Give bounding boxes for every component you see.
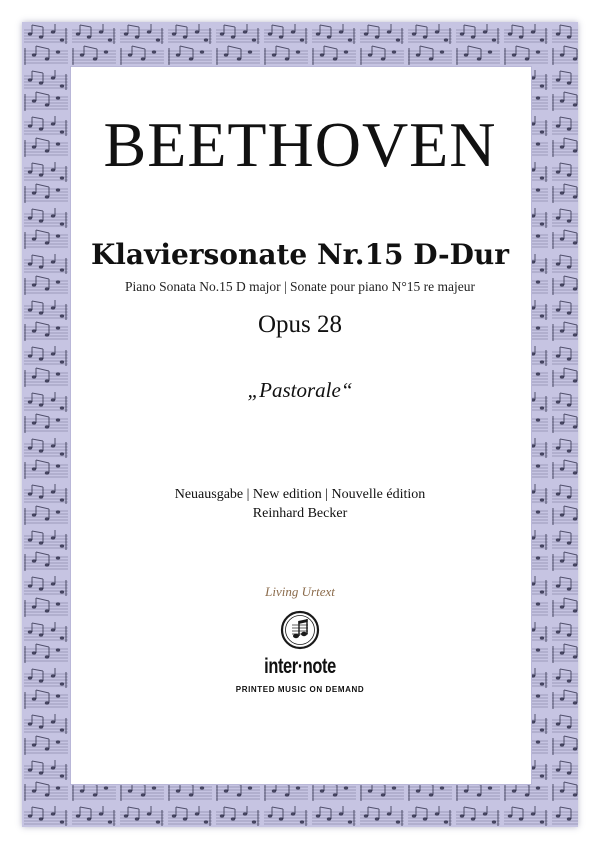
work-title-german: Klaviersonate Nr.15 D-Dur <box>90 238 510 271</box>
work-title-multilingual: Piano Sonata No.15 D major | Sonate pour piano N°15 re majeur <box>124 279 476 294</box>
edition-line: Neuausgabe | New edition | Nouvelle édition <box>174 487 426 502</box>
composer-name: BEETHOVEN <box>103 109 497 180</box>
publisher-tagline: PRINTED MUSIC ON DEMAND <box>235 685 365 694</box>
opus-number: Opus 28 <box>257 311 343 338</box>
music-note-circle-icon <box>280 610 320 650</box>
series-name: Living Urtext <box>265 584 335 599</box>
publisher-logo-wordmark: inter·note <box>264 655 336 678</box>
editor-name: Reinhard Becker <box>252 506 348 521</box>
work-nickname: „Pastorale“ <box>247 378 353 402</box>
